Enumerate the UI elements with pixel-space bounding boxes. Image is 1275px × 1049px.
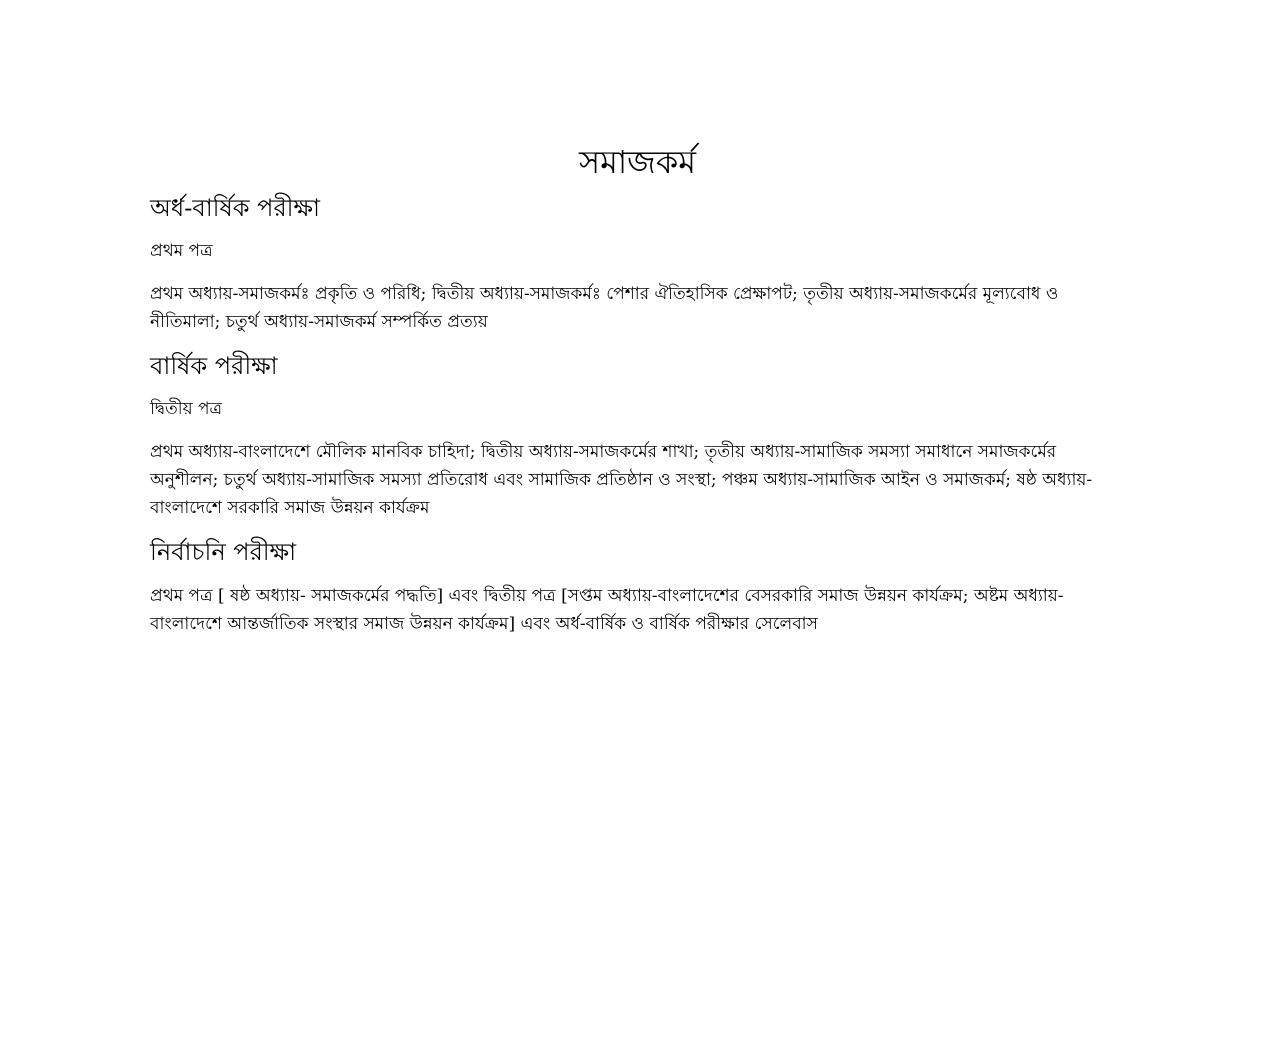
paper-label: দ্বিতীয় পত্র [150,399,223,419]
chapter-list: প্রথম অধ্যায়-বাংলাদেশে মৌলিক মানবিক চাহিদা; দ্বিতীয় অধ্যায়-সমাজকর্মের শাখা; তৃতীয় অধ্যায়-সামাজিক সমস্যা সমাধানে সমাজকর্মের অনুশীলন; চতুর্থ অধ্যায়-সামাজিক সমস্যা প্রতিরোধ এবং সামাজিক প্রতিষ্ঠান ও সংস্থা; পঞ্চম অধ্যায়-সামাজিক আইন ও সমাজকর্ম; ষষ্ঠ অধ্যায়-বাংলাদেশে সরকারি সমাজ উন্নয়ন কার্যক্রম [150,442,1093,518]
document-page [150,140,1125,652]
section-annual-exam [150,350,1125,522]
section-heading: বার্ষিক পরীক্ষা [150,352,278,380]
section-selection-exam [150,536,1125,638]
chapter-list: প্রথম অধ্যায়-সমাজকর্মঃ প্রকৃতি ও পরিধি; দ্বিতীয় অধ্যায়-সমাজকর্মঃ পেশার ঐতিহাসিক প্রেক্ষাপট; তৃতীয় অধ্যায়-সমাজকর্মের মূল্যবোধ ও নীতিমালা; চতুর্থ অধ্যায়-সমাজকর্ম সম্পর্কিত প্রত্যয় [150,284,1059,332]
paper-label: প্রথম পত্র [150,241,213,261]
section-heading: নির্বাচনি পরীক্ষা [150,538,297,566]
section-half-yearly-exam [150,192,1125,336]
document-title: সমাজকর্ম [579,143,696,181]
chapter-list: প্রথম পত্র [ ষষ্ঠ অধ্যায়- সমাজকর্মের পদ্ধতি] এবং দ্বিতীয় পত্র [সপ্তম অধ্যায়-বাংলাদেশের বেসরকারি সমাজ উন্নয়ন কার্যক্রম; অষ্টম অধ্যায়-বাংলাদেশে আন্তর্জাতিক সংস্থার সমাজ উন্নয়ন কার্যক্রম] এবং অর্ধ-বার্ষিক ও বার্ষিক পরীক্ষার সেলেবাস [150,586,1064,634]
section-heading: অর্ধ-বার্ষিক পরীক্ষা [150,194,320,222]
